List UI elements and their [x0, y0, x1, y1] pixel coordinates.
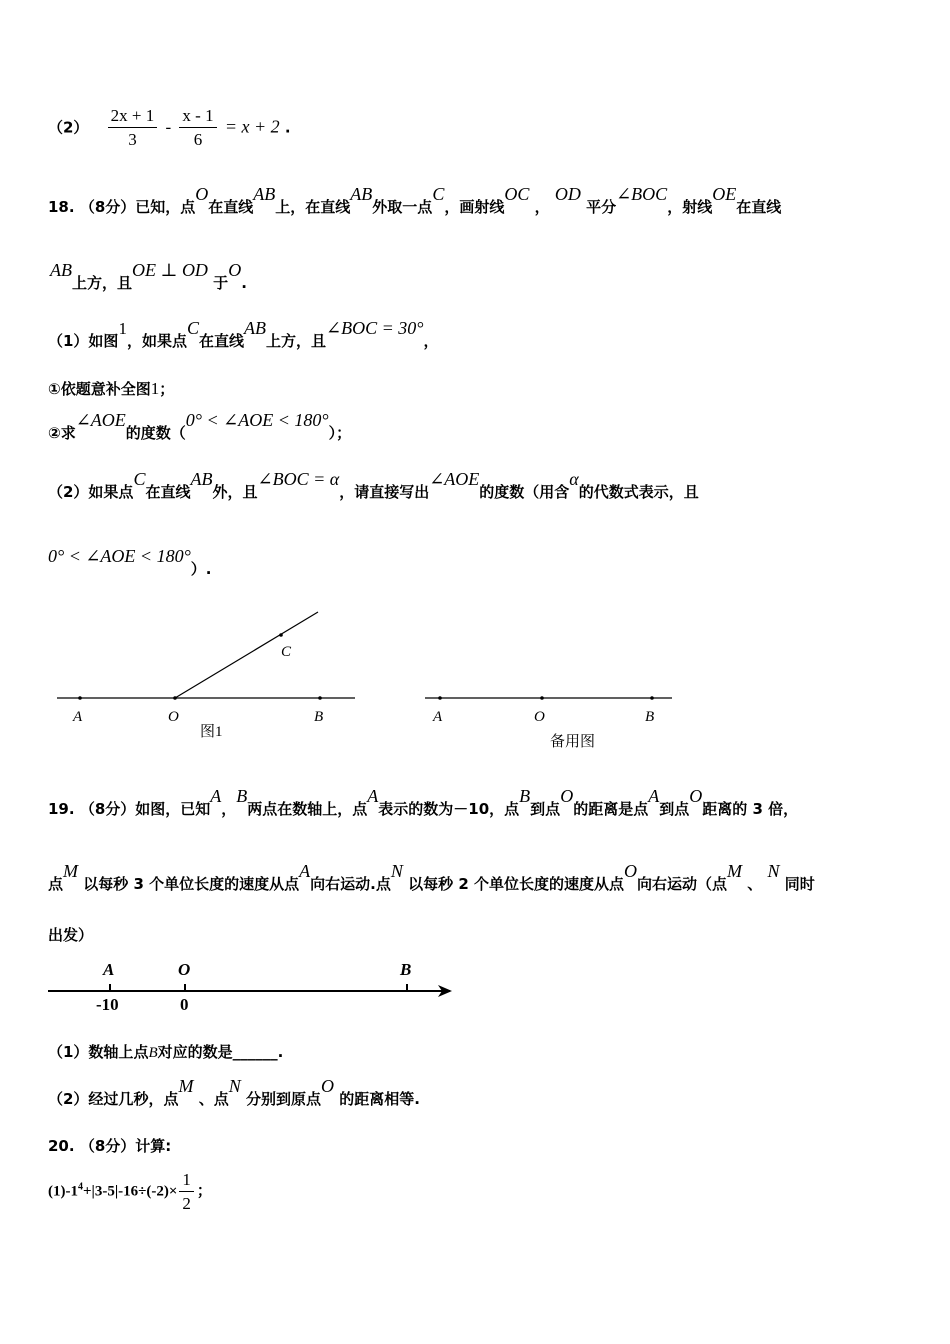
fig2-point-o [540, 696, 544, 700]
axis-value-a: -10 [96, 995, 119, 1014]
q18-line-1: 18. （8分）已知，点O在直线AB上，在直线AB外取一点C，画射线OC ， OD 平分∠BOC，射线OE在直线 [48, 184, 782, 216]
axis-label-a: A [103, 960, 115, 979]
fig1-ray-oc [175, 612, 318, 698]
fig2-caption: 备用图 [550, 734, 596, 750]
fig2-label-o: O [534, 709, 545, 725]
fig2-label-b: B [645, 709, 655, 725]
q19-number: 19. [48, 800, 75, 818]
q19-line-3: 出发） [48, 926, 94, 944]
fig1-label-c: C [281, 644, 292, 660]
q17-fraction-2: $\frac{x - 1}{6}$ [179, 106, 216, 150]
q17-rhs: = x + 2 [224, 116, 280, 137]
q18-part1: （1）如图1，如果点C在直线AB上方，且∠BOC = 30°， [48, 318, 439, 350]
axis-label-o: O [178, 960, 191, 979]
axis-label-b: B [400, 960, 412, 979]
axis-value-o: 0 [180, 995, 189, 1014]
q18-line-2: AB上方，且OE ⊥ OD 于O. [50, 260, 247, 292]
q17-fraction-1: $\frac{2x + 1}{3}$ [108, 106, 158, 150]
figure-spare [425, 696, 672, 750]
fig1-point-o [173, 696, 177, 700]
q18-sub2: ②求∠AOE的度数（0° < ∠AOE < 180°）； [48, 410, 352, 442]
q18-number: 18. [48, 198, 75, 216]
q19-part1: （1）数轴上点B对应的数是______. [48, 1043, 284, 1061]
q18-sub1: ①依题意补全图1； [48, 379, 175, 398]
q19-number-line [40, 955, 500, 1015]
q18-part2-cont: 0° < ∠AOE < 180°）. [48, 546, 212, 578]
answer-blank: ______ [232, 1043, 278, 1061]
fig1-point-b [318, 696, 322, 700]
fig1-caption: 图1 [200, 724, 223, 740]
q18-figures [0, 600, 950, 770]
q19-line-1: 19. （8分）如图，已知A，B两点在数轴上，点A表示的数为－10，点B到点O的距离是点A到点O距离的 3 倍， [48, 786, 799, 818]
fig2-label-a: A [433, 709, 443, 725]
q20-number: 20. [48, 1137, 75, 1155]
q20-fraction: $\frac{1}{2}$ [179, 1170, 194, 1214]
fig1-point-c [279, 633, 283, 637]
q18-part2: （2）如果点C在直线AB外，且∠BOC = α，请直接写出∠AOE的度数（用含α的代数式表示，且 [48, 469, 699, 501]
q19-line-2: 点M 以每秒 3 个单位长度的速度从点A向右运动.点N 以每秒 2 个单位长度的速度从点O向右运动（点M 、 N 同时 [48, 861, 815, 893]
figure-1 [57, 612, 355, 740]
q17-label: （2） [48, 118, 89, 137]
fig2-point-b [650, 696, 654, 700]
q20-title: 20. （8分）计算: [48, 1137, 172, 1155]
fig1-point-a [78, 696, 82, 700]
fig1-label-o: O [168, 709, 179, 725]
fig2-point-a [438, 696, 442, 700]
q19-part2: （2）经过几秒，点M 、点N 分别到原点O 的距离相等. [48, 1076, 420, 1108]
q17-part2: （2） $\frac{2x + 1}{3}$ - $\frac{x - 1}{6}$ = x + 2 . [48, 106, 291, 149]
fig1-label-a: A [73, 709, 83, 725]
q20-expression: $(1)-1^4+|3-5|-16\div(-2)\times$ $\frac{1}{2}$ ； [48, 1170, 212, 1213]
fig1-label-b: B [314, 709, 324, 725]
